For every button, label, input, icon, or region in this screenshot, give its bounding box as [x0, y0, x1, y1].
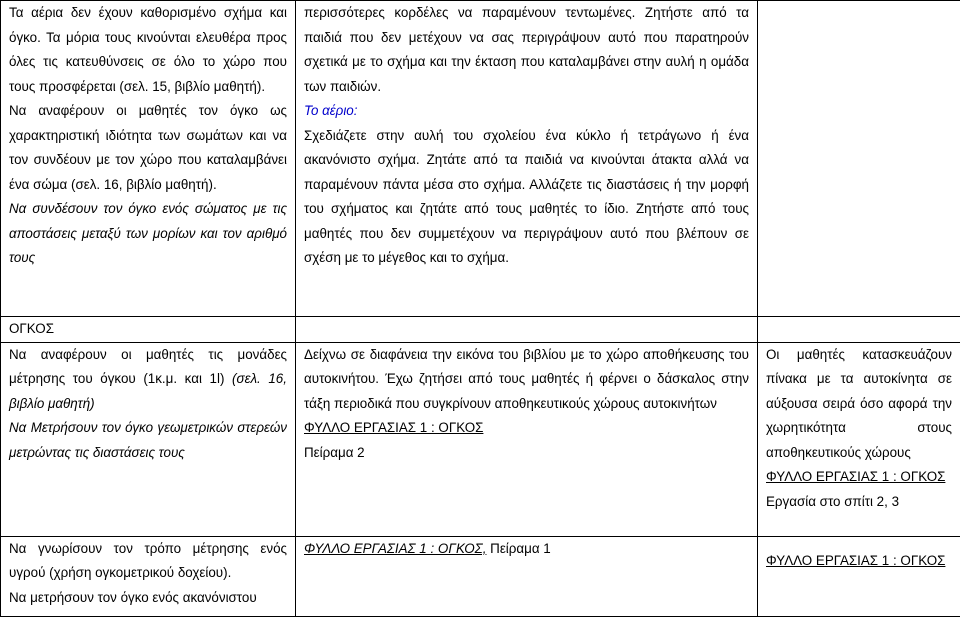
- liquid-measure-objective-text: Να γνωρίσουν τον τρόπο μέτρησης ενός υγρού (χρήση ογκομετρικού δοχείου).: [9, 537, 287, 586]
- experiment-label: Πείραμα 1: [486, 541, 550, 556]
- objectives-cell: [1, 1, 296, 317]
- worksheet-experiment-line: [304, 537, 749, 562]
- objectives-cell: [1, 536, 296, 616]
- homework-label: Εργασία στο σπίτι 2, 3: [766, 490, 952, 515]
- section-label-cell: [1, 317, 296, 343]
- irregular-volume-objective-text: Να μετρήσουν τον όγκο ενός ακανόνιστου: [9, 586, 287, 611]
- assessment-cell: [758, 1, 960, 317]
- experiment-label: Πείραμα 2: [304, 441, 749, 466]
- empty-cell: [296, 317, 758, 343]
- empty-cell: [758, 317, 960, 343]
- gas-properties-text: Τα αέρια δεν έχουν καθορισμένο σχήμα και όγκο. Τα μόρια τους κινούνται ελευθέρα προς όλες τις κατευθύνσεις σε όλο το χώρο που τους προσφέρεται (σελ. 15, βιβλίο μαθητή).: [9, 1, 287, 99]
- volume-molecules-objective-text: Να συνδέσουν τον όγκο ενός σώματος με τις αποστάσεις μεταξύ των μορίων και τον αριθμό τους: [9, 197, 287, 271]
- worksheet-link[interactable]: ΦΥΛΛΟ ΕΡΓΑΣΙΑΣ 1 : ΟΓΚΟΣ: [304, 416, 749, 441]
- activities-cell: [296, 536, 758, 616]
- car-table-assessment-text: Οι μαθητές κατασκευάζουν πίνακα με τα αυτοκίνητα σε αύξουσα σειρά όσο αφορά την χωρητικότητα στους αποθηκευτικούς χώρους: [766, 343, 952, 466]
- worksheet-link[interactable]: ΦΥΛΛΟ ΕΡΓΑΣΙΑΣ 1 : ΟΓΚΟΣ: [766, 549, 952, 574]
- activities-cell: [296, 1, 758, 317]
- worksheet-link[interactable]: ΦΥΛΛΟ ΕΡΓΑΣΙΑΣ 1 : ΟΓΚΟΣ,: [304, 541, 486, 556]
- measure-solids-objective-text: Να Μετρήσουν τον όγκο γεωμετρικών στερεών μετρώντας τις διαστάσεις τους: [9, 416, 287, 465]
- table-row: [1, 1, 960, 317]
- volume-objective-text: Να αναφέρουν οι μαθητές τον όγκο ως χαρακτηριστική ιδιότητα των σωμάτων και να τον συνδέουν με τον χώρο που καταλαμβάνει ένα σώμα (σελ. 16, βιβλίο μαθητή).: [9, 99, 287, 197]
- table-row: [1, 536, 960, 616]
- car-storage-activity-text: Δείχνω σε διαφάνεια την εικόνα του βιβλίου με το χώρο αποθήκευσης του αυτοκινήτου. Έχω ζητήσει από τους μαθητές ή φέρνει ο δάσκαλος στην τάξη περιοδικά που συγκρίνουν αποθηκευτικούς χώρους αυτοκινήτων: [304, 343, 749, 417]
- worksheet-link[interactable]: ΦΥΛΛΟ ΕΡΓΑΣΙΑΣ 1 : ΟΓΚΟΣ: [766, 465, 952, 490]
- ribbons-activity-text: περισσότερες κορδέλες να παραμένουν τεντωμένες. Ζητήστε από τα παιδιά που δεν μετέχουν να σας περιγράψουν αυτό που παρατηρούν σχετικά με το σχήμα και την έκταση που καταλαμβάνει στην αυλή η ομάδα των παιδιών.: [304, 1, 749, 99]
- assessment-cell: [758, 342, 960, 536]
- section-label: ΟΓΚΟΣ: [9, 317, 287, 342]
- page-reference-text: (σελ. 16, βιβλίο μαθητή): [9, 371, 287, 411]
- objectives-cell: [1, 342, 296, 536]
- units-objective-text: Να αναφέρουν οι μαθητές τις μονάδες μέτρησης του όγκου (1κ.μ. και 1l) (σελ. 16, βιβλίο μαθητή): [9, 343, 287, 417]
- table-row: [1, 342, 960, 536]
- assessment-cell: [758, 536, 960, 616]
- table-row: [1, 317, 960, 343]
- activities-cell: [296, 342, 758, 536]
- gas-activity-text: Σχεδιάζετε στην αυλή του σχολείου ένα κύκλο ή τετράγωνο ή ένα ακανόνιστο σχήμα. Ζητάτε από τα παιδιά να κινούνται άτακτα αλλά να παραμένουν πάντα μέσα στο σχήμα. Αλλάζετε τις διαστάσεις ή την μορφή του σχήματος και ζητάτε από τους μαθητές το ίδιο. Ζητήστε από τους μαθητές που δεν συμμετέχουν να περιγράψουν αυτό που βλέπουν σε σχέση με το μέγεθος και το σχήμα.: [304, 124, 749, 271]
- gas-heading: Το αέριο:: [304, 99, 749, 124]
